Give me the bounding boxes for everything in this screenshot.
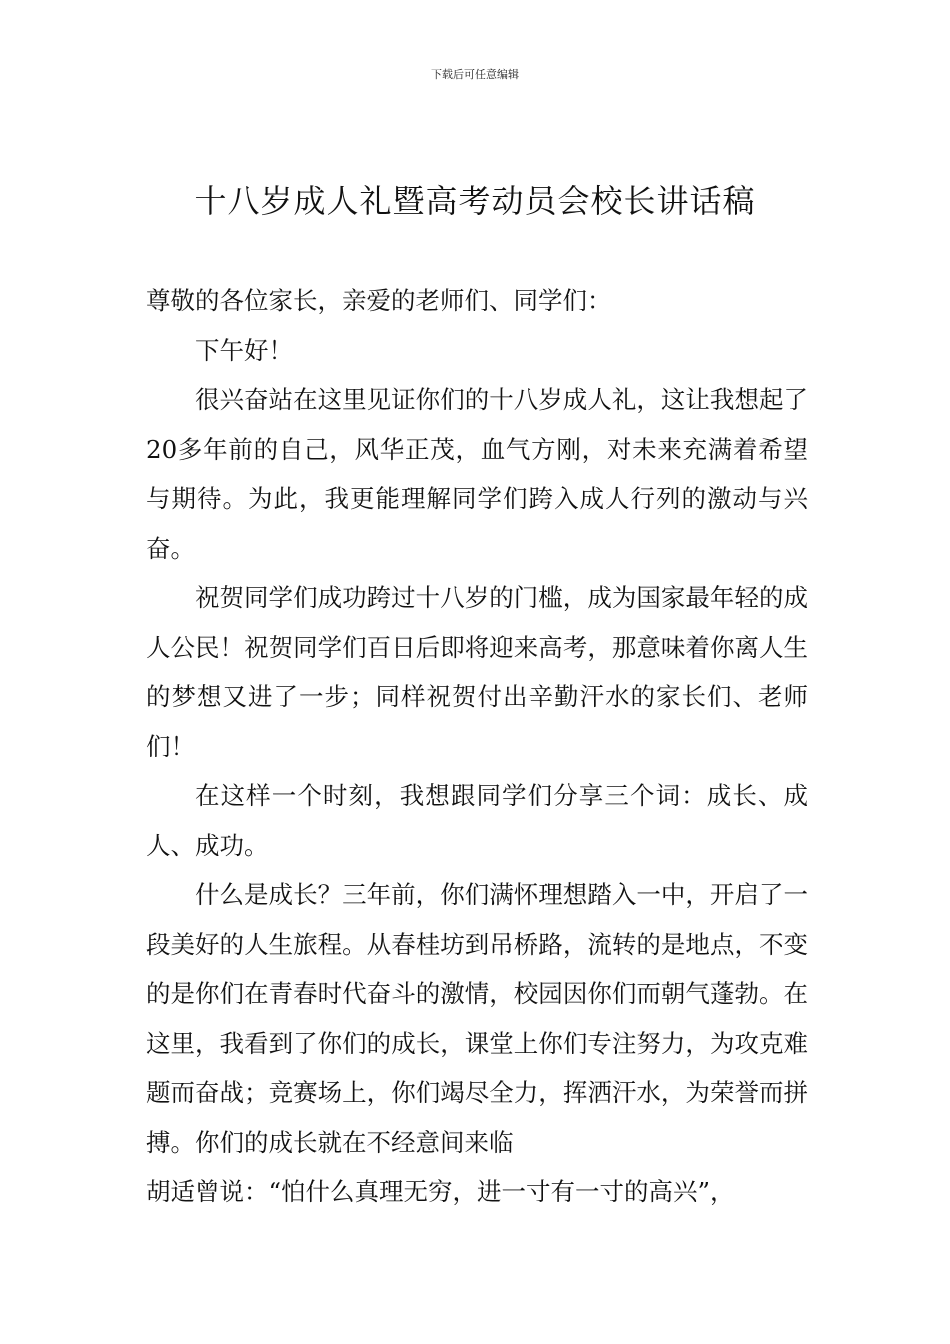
paragraph: 下午好！ bbox=[195, 335, 293, 365]
paragraph: 在这样一个时刻，我想跟同学们分享三个词：成长、成人、成功。 bbox=[146, 781, 808, 860]
document-title: 十八岁成人礼暨高考动员会校长讲话稿 bbox=[194, 182, 756, 220]
paragraph: 很兴奋站在这里见证你们的十八岁成人礼，这让我想起了20多年前的自己，风华正茂，血气方刚，对未来充满着希望与期待。为此，我更能理解同学们跨入成人行列的激动与兴奋。 bbox=[146, 385, 808, 563]
document-body bbox=[146, 276, 808, 1217]
paragraph: 祝贺同学们成功跨过十八岁的门槛，成为国家最年轻的成人公民！祝贺同学们百日后即将迎来高考，那意味着你离人生的梦想又进了一步；同样祝贺付出辛勤汗水的家长们、老师们！ bbox=[146, 583, 808, 761]
header-note: 下载后可任意编辑 bbox=[431, 68, 519, 81]
paragraph-continuation: 胡适曾说：“怕什么真理无穷，进一寸有一寸的高兴”， bbox=[146, 1177, 735, 1206]
paragraph: 什么是成长？三年前，你们满怀理想踏入一中，开启了一段美好的人生旅程。从春桂坊到吊桥路，流转的是地点，不变的是你们在青春时代奋斗的激情，校园因你们而朝气蓬勃。在这里，我看到了你们的成长，课堂上你们专注努力，为攻克难题而奋战；竞赛场上，你们竭尽全力，挥洒汗水，为荣誉而拼搏。你们的成长就在不经意间来临 bbox=[146, 880, 808, 1157]
salutation: 尊敬的各位家长，亲爱的老师们、同学们： bbox=[146, 286, 612, 315]
